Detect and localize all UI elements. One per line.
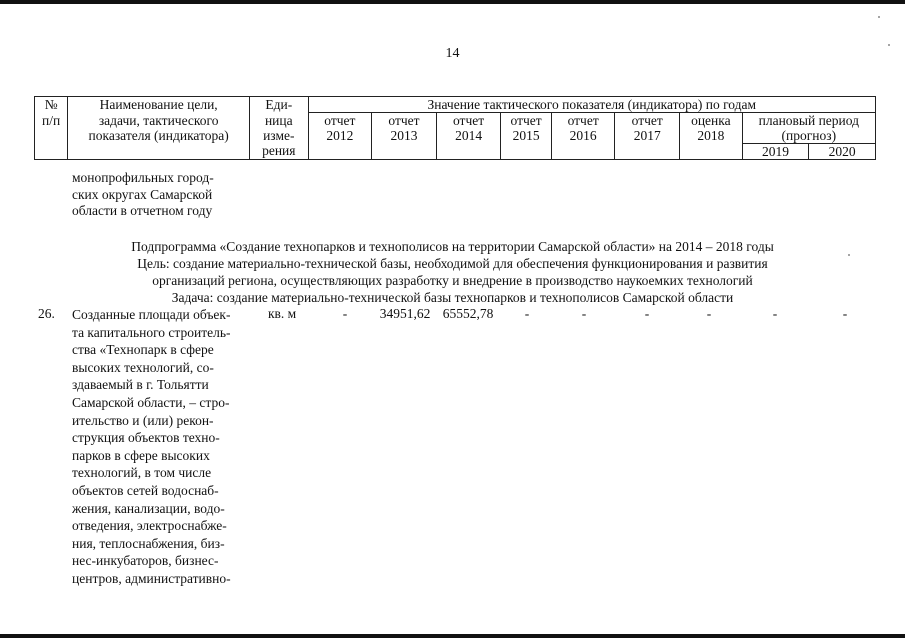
year-label: отчет xyxy=(510,113,542,128)
subprogram-title: Подпрограмма «Создание технопарков и технополисов на территории Самарской области» на 2014 – 2018 годы xyxy=(131,239,774,254)
scan-speck xyxy=(878,16,880,18)
header-num-line: п/п xyxy=(42,112,61,128)
subprogram-goal-line-1: Цель: создание материально-технической базы, необходимой для обеспечения функционирования и развития xyxy=(137,256,768,271)
header-unit-line: Еди- xyxy=(265,97,293,112)
indicator-name-line: высоких технологий, со- xyxy=(72,359,214,375)
year-col-2017 xyxy=(615,113,680,160)
indicator-name-line: парков в сфере высоких xyxy=(72,447,210,463)
subprogram-task: Задача: создание материально-технической базы технопарков и технополисов Самарской области xyxy=(171,290,734,305)
previous-row-continuation xyxy=(72,170,214,220)
header-num-cell xyxy=(35,97,68,113)
header-num-cell-2 xyxy=(35,113,68,160)
header-unit-line: изме- xyxy=(263,127,295,143)
header-unit-cell xyxy=(250,97,309,113)
header-num-line: № xyxy=(44,97,58,112)
year-value: 2015 xyxy=(512,128,540,143)
indicator-name-line: та капитального строитель- xyxy=(72,324,231,340)
indicator-name-line: объектов сетей водоснаб- xyxy=(72,482,219,498)
page-number: 14 xyxy=(445,46,460,61)
year-value: 2013 xyxy=(390,128,418,143)
indicator-name-line: технологий, в том числе xyxy=(72,465,212,481)
indicator-name-line: ния, теплоснабжения, биз- xyxy=(72,535,225,551)
value-2012: - xyxy=(342,306,348,321)
year-col-2018 xyxy=(680,113,743,160)
scan-speck xyxy=(888,44,890,46)
scan-speck xyxy=(848,254,850,256)
year-value: 2012 xyxy=(326,128,354,143)
continuation-line: ских округах Самарской xyxy=(72,186,213,202)
plan-period-forecast: (прогноз) xyxy=(781,128,837,143)
table-header xyxy=(34,96,876,160)
subprogram-goal-line-2: организаций региона, осуществляющих разработку и внедрение в производство наукоемких технологий xyxy=(152,273,753,288)
year-label: отчет xyxy=(388,113,420,128)
header-name-line: Наименование цели, xyxy=(99,97,218,112)
top-border xyxy=(0,0,905,4)
value-2016: - xyxy=(581,306,587,321)
indicator-name-line: центров, административно- xyxy=(72,570,231,586)
year-label: отчет xyxy=(452,113,485,128)
indicator-name-line: струкция объектов техно- xyxy=(72,430,220,446)
header-unit-line: рения xyxy=(262,142,296,158)
year-col-2014 xyxy=(436,113,501,160)
indicator-name-line: нес-инкубаторов, бизнес- xyxy=(72,553,219,569)
value-2018: - xyxy=(706,306,712,321)
indicator-name-line: отведения, электроснабже- xyxy=(72,518,227,534)
value-2013: 34951,62 xyxy=(379,306,431,321)
header-name-line: показателя (индикатора) xyxy=(88,127,229,143)
year-value: 2018 xyxy=(697,128,725,143)
header-name-line: задачи, тактического xyxy=(98,112,219,128)
year-label: отчет xyxy=(631,113,663,128)
header-name-cell-2 xyxy=(68,113,250,160)
year-col-2013 xyxy=(372,113,437,160)
value-2017: - xyxy=(644,306,650,321)
header-unit-line: ница xyxy=(264,112,293,128)
year-value: 2017 xyxy=(633,128,661,143)
header-values-group: Значение тактического показателя (индикатора) по годам xyxy=(308,97,875,113)
value-2020: - xyxy=(842,306,848,321)
plan-period-cell xyxy=(742,113,875,144)
value-2019: - xyxy=(772,306,778,321)
header-name-cell xyxy=(68,97,250,113)
plan-year-2019: 2019 xyxy=(742,144,809,160)
year-col-2012 xyxy=(308,113,372,160)
indicator-name-line: здаваемый в г. Тольятти xyxy=(72,377,209,393)
year-label: отчет xyxy=(567,113,599,128)
indicator-name-line: Самарской области, – стро- xyxy=(72,394,230,410)
indicator-name-line: ства «Технопарк в сфере xyxy=(72,342,214,358)
plan-year-2020: 2020 xyxy=(809,144,876,160)
bottom-border xyxy=(0,634,905,638)
value-2014: 65552,78 xyxy=(442,306,494,321)
year-value: 2016 xyxy=(569,128,597,143)
indicator-name-line: Созданные площади объек- xyxy=(72,307,231,322)
row-number: 26. xyxy=(38,306,55,321)
value-2015: - xyxy=(524,306,530,321)
header-unit-cell-2 xyxy=(250,113,309,160)
year-value: 2014 xyxy=(455,128,483,143)
continuation-line: области в отчетном году xyxy=(72,203,213,218)
year-label: оценка xyxy=(691,113,731,128)
year-col-2015 xyxy=(501,113,551,160)
row-indicator-name xyxy=(72,306,262,588)
indicator-name-line: жения, канализации, водо- xyxy=(72,500,225,516)
plan-period-label: плановый период xyxy=(758,113,860,128)
year-label: отчет xyxy=(324,113,356,128)
continuation-line: монопрофильных город- xyxy=(72,170,214,185)
row-unit: кв. м xyxy=(268,306,297,321)
year-col-2016 xyxy=(551,113,615,160)
indicator-name-line: ительство и (или) рекон- xyxy=(72,412,214,428)
